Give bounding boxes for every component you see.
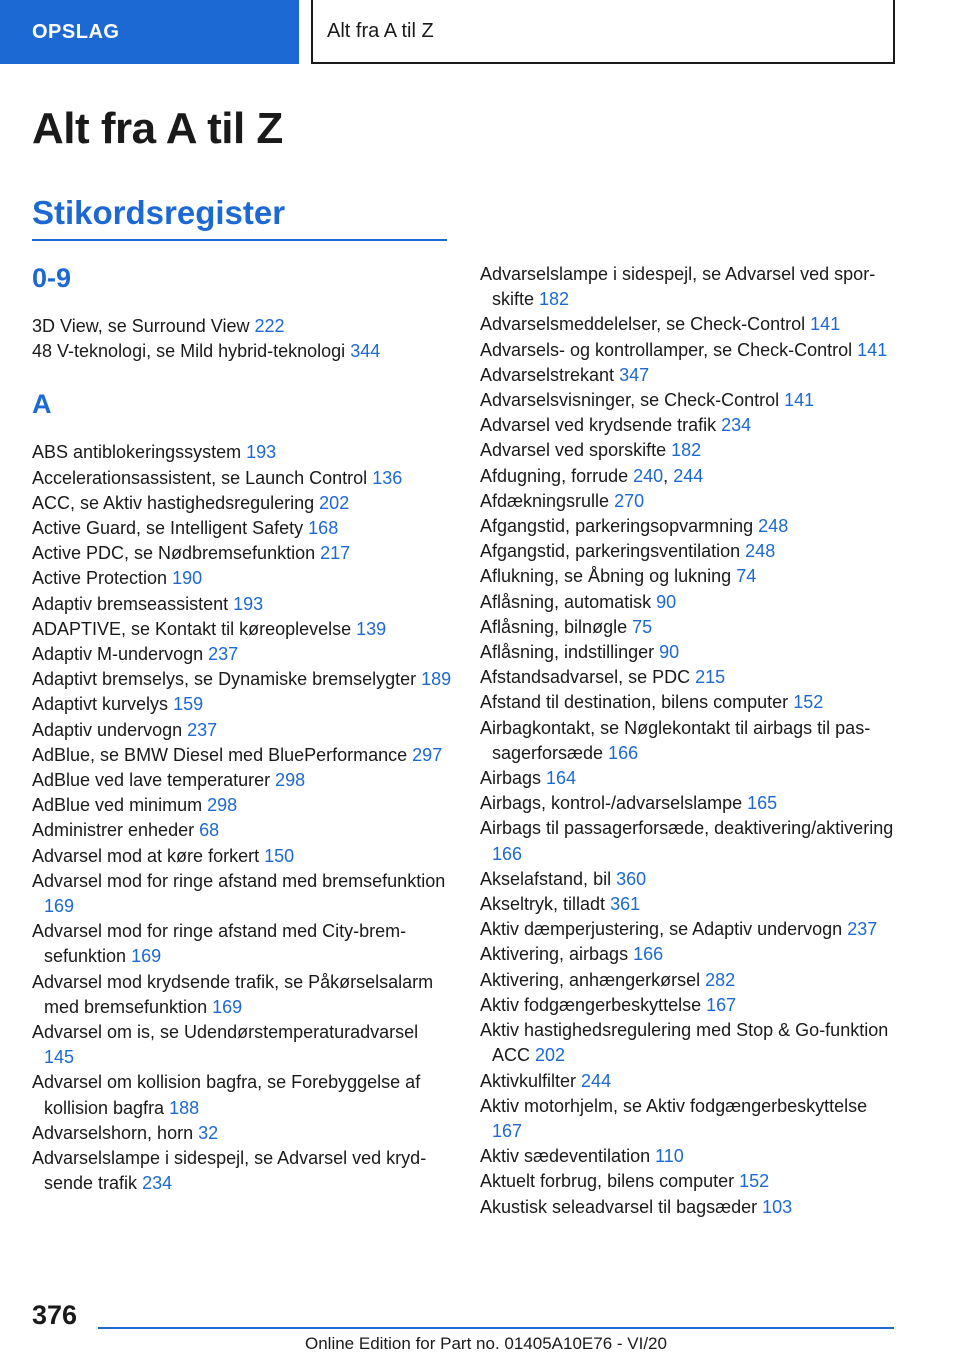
index-entry: [480, 816, 900, 866]
index-entry-text: 48 V-teknologi, se Mild hybrid-teknologi: [32, 341, 346, 362]
index-entry-text: Adaptiv undervogn: [32, 719, 183, 740]
index-entry-text: Adaptiv bremseassistent: [32, 593, 229, 614]
page-reference-link[interactable]: 141: [810, 314, 841, 335]
section-divider: [32, 239, 447, 241]
page-reference-link[interactable]: 167: [706, 994, 737, 1015]
index-entry-text: Aktiv sædeventilation: [480, 1146, 651, 1167]
index-entry: [480, 1144, 900, 1169]
page-reference-link[interactable]: 68: [199, 820, 220, 841]
page-reference-link[interactable]: 347: [619, 364, 650, 385]
index-entry: [32, 440, 452, 465]
index-entry-text: Active Protection: [32, 568, 168, 589]
page-reference-link[interactable]: 74: [736, 566, 757, 587]
index-entry: [480, 892, 900, 917]
index-entry: [32, 566, 452, 591]
page-reference-link[interactable]: 159: [173, 694, 204, 715]
index-entry-text: Afdugning, forrude: [480, 465, 629, 486]
page-reference-link[interactable]: 169: [212, 996, 243, 1017]
index-entry-text: Advarsel mod at køre forkert: [32, 845, 260, 866]
index-entry-text: Advarsel mod krydsende trafik, se Påkørselsalarm med bremsefunktion: [32, 971, 434, 1017]
index-entry-text: Advarselstrekant: [480, 364, 615, 385]
index-entry-text: Advarsel om kollision bagfra, se Forebyggelse af kollision bagfra: [32, 1072, 421, 1118]
index-entry: [480, 489, 900, 514]
index-entry-text: Afgangstid, parkeringsopvarmning: [480, 516, 754, 537]
page-reference-link[interactable]: 145: [44, 1047, 75, 1068]
page-reference-link[interactable]: 141: [784, 390, 815, 411]
index-entry-text: Adaptivt bremselys, se Dynamiske bremselygter: [32, 669, 417, 690]
page-reference-link[interactable]: 166: [608, 742, 639, 763]
index-entry: [32, 1020, 452, 1070]
index-entry-text: Aflåsning, automatisk: [480, 591, 652, 612]
page-reference-link[interactable]: 166: [492, 843, 523, 864]
index-entry: [480, 590, 900, 615]
page-reference-link[interactable]: 90: [659, 642, 680, 663]
page-reference-link[interactable]: 244: [673, 465, 704, 486]
page-reference-link[interactable]: 139: [356, 618, 387, 639]
index-entry-text: Airbags, kontrol-/advarselslampe: [480, 793, 743, 814]
page-reference-link[interactable]: 169: [131, 946, 162, 967]
index-entry-text: AdBlue, se BMW Diesel med BluePerformance: [32, 744, 408, 765]
index-entry-text: Advarsel mod for ringe afstand med City-bremsefunktion: [32, 921, 407, 967]
index-entry-text: Aktiv hastighedsregulering med Stop & Go-funktion ACC: [480, 1020, 889, 1066]
page-reference-link[interactable]: 248: [745, 541, 776, 562]
page-reference-link[interactable]: 182: [539, 289, 570, 310]
index-entry-text: Advarsel ved sporskifte: [480, 440, 667, 461]
index-entry: [32, 541, 452, 566]
index-entry: [32, 466, 452, 491]
page-reference-link[interactable]: 165: [747, 793, 778, 814]
page-reference-link[interactable]: 202: [535, 1045, 566, 1066]
page-reference-link[interactable]: 193: [233, 593, 264, 614]
page-reference-link[interactable]: 190: [172, 568, 203, 589]
index-entry: [480, 338, 900, 363]
index-entry: [480, 942, 900, 967]
index-entry: [480, 539, 900, 564]
page-reference-link[interactable]: 152: [793, 692, 824, 713]
page-reference-link[interactable]: 270: [614, 490, 645, 511]
page-reference-link[interactable]: 222: [254, 316, 285, 336]
chapter-header: Alt fra A til Z: [311, 0, 895, 64]
page-reference-link[interactable]: 202: [319, 492, 350, 513]
page-reference-link[interactable]: 240: [633, 465, 664, 486]
index-entry: [32, 692, 452, 717]
index-entry-text: Advarselsvisninger, se Check-Control: [480, 390, 780, 411]
index-entry: [32, 818, 452, 843]
page-reference-link[interactable]: 152: [739, 1171, 770, 1192]
index-entry: [32, 1146, 452, 1196]
index-entry: [32, 617, 452, 642]
index-entry: [32, 592, 452, 617]
section-title: Stikordsregister: [32, 194, 286, 231]
index-entry-text: Advarsel mod for ringe afstand med bremsefunktion: [32, 870, 446, 891]
index-entry: [480, 413, 900, 438]
index-entry: [480, 438, 900, 463]
page-title: Alt fra A til Z: [32, 104, 283, 153]
page-reference-link[interactable]: 189: [421, 669, 452, 690]
index-entry: [480, 1069, 900, 1094]
index-entry-text: Advarselshorn, horn: [32, 1122, 194, 1143]
index-entry-text: Advarsels- og kontrollamper, se Check-Control: [480, 339, 853, 360]
index-entry-text: Akustisk seleadvarsel til bagsæder: [480, 1196, 758, 1217]
index-entry: [480, 1094, 900, 1144]
index-entry: [32, 642, 452, 667]
index-entry: [480, 312, 900, 337]
page-reference-link[interactable]: 298: [275, 770, 306, 791]
index-entry: [32, 516, 452, 541]
index-entry: [480, 564, 900, 589]
index-entry: [32, 768, 452, 793]
page-reference-link[interactable]: 136: [372, 467, 403, 488]
index-letter-heading: 0-9: [32, 263, 72, 293]
index-entry-text: ACC, se Aktiv hastighedsregulering: [32, 492, 315, 513]
index-entry-text: Aktuelt forbrug, bilens computer: [480, 1171, 735, 1192]
index-entry: [480, 388, 900, 413]
index-entry: [480, 1018, 900, 1068]
index-entry: [480, 766, 900, 791]
page-reference-link[interactable]: 237: [208, 644, 239, 665]
index-entry-text: Adaptiv M-undervogn: [32, 644, 204, 665]
index-entry: [480, 690, 900, 715]
index-entry-text: Advarselslampe i sidespejl, se Advarsel ved sporskifte: [480, 264, 876, 310]
index-entry: [480, 867, 900, 892]
page-reference-link[interactable]: 234: [721, 415, 752, 436]
page-reference-link[interactable]: 75: [632, 616, 653, 637]
index-entry-text: Afdækningsrulle: [480, 490, 610, 511]
index-entry-text: AdBlue ved lave temperaturer: [32, 770, 271, 791]
index-entry: [480, 1195, 900, 1220]
index-entry: [32, 844, 452, 869]
index-entry: [32, 919, 452, 969]
index-entry: [32, 718, 452, 743]
page-reference-link[interactable]: 90: [656, 591, 677, 612]
index-entry-text: Aktivkulfilter: [480, 1070, 577, 1091]
index-entry-text: Aktiv dæmperjustering, se Adaptiv undervogn: [480, 919, 843, 940]
index-entry-text: Airbagkontakt, se Nøglekontakt til airbags til passagerforsæde: [480, 717, 871, 763]
index-entry: [480, 665, 900, 690]
index-entry-text: Advarselslampe i sidespejl, se Advarsel ved krydsende trafik: [32, 1148, 427, 1194]
index-entry: [480, 262, 900, 312]
index-entry-text: Active Guard, se Intelligent Safety: [32, 518, 304, 539]
index-entry-text: Advarselsmeddelelser, se Check-Control: [480, 314, 806, 335]
index-entry: [480, 993, 900, 1018]
index-entry-text: Afstand til destination, bilens computer: [480, 692, 789, 713]
index-entry: [32, 491, 452, 516]
index-entry-text: Aktivering, airbags: [480, 944, 629, 965]
page-reference-link[interactable]: 282: [705, 969, 736, 990]
page-reference-link[interactable]: 167: [492, 1120, 523, 1141]
page-reference-link[interactable]: 164: [546, 768, 577, 789]
index-entry: [480, 917, 900, 942]
page-reference-link[interactable]: 237: [847, 919, 878, 940]
index-entry-text: Aktivering, anhængerkørsel: [480, 969, 701, 990]
index-entry: [32, 1070, 452, 1120]
index-entry-text: Aktiv fodgængerbeskyttelse: [480, 994, 702, 1015]
index-entry-text: Afstandsadvarsel, se PDC: [480, 667, 691, 688]
index-entry-text: Afgangstid, parkeringsventilation: [480, 541, 741, 562]
page-reference-link[interactable]: 103: [762, 1196, 793, 1217]
page-reference-link[interactable]: 298: [207, 795, 238, 816]
page-reference-link[interactable]: 188: [169, 1097, 200, 1118]
page-reference-link[interactable]: 215: [695, 667, 726, 688]
index-column-left: [32, 262, 452, 1197]
index-entry: [32, 793, 452, 818]
page-reference-link[interactable]: 141: [857, 339, 888, 360]
index-entry-text: Administrer enheder: [32, 820, 195, 841]
page-reference-link[interactable]: 168: [308, 518, 339, 539]
index-entry: [32, 869, 452, 919]
page-reference-link[interactable]: 248: [758, 516, 789, 537]
index-entry-text: ABS antiblokeringssystem: [32, 442, 242, 463]
page-reference-link[interactable]: 360: [616, 868, 647, 889]
index-entry: [32, 314, 452, 339]
index-entry-text: Akselafstand, bil: [480, 868, 612, 889]
index-entry-text: Aflåsning, indstillinger: [480, 642, 655, 663]
index-entry-text: Airbags: [480, 768, 542, 789]
index-entry: [480, 716, 900, 766]
index-letter-heading: A: [32, 389, 52, 420]
index-entry: [480, 1169, 900, 1194]
page-reference-link[interactable]: 150: [264, 845, 295, 866]
footer-divider: [98, 1327, 894, 1329]
index-entry-text: Aktiv motorhjelm, se Aktiv fodgængerbeskyttelse: [480, 1095, 868, 1116]
index-entry: [32, 1121, 452, 1146]
page-reference-link[interactable]: 217: [320, 543, 351, 564]
page-reference-link[interactable]: 193: [246, 442, 277, 463]
index-entry-text: Akseltryk, tilladt: [480, 894, 606, 915]
index-entry-text: Active PDC, se Nødbremsefunktion: [32, 543, 316, 564]
chapter-tab[interactable]: OPSLAG: [0, 0, 299, 64]
page-reference-link[interactable]: 166: [633, 944, 664, 965]
index-entry-text: Advarsel ved krydsende trafik: [480, 415, 717, 436]
index-entry: [480, 615, 900, 640]
index-entry: [480, 791, 900, 816]
index-entry: [32, 743, 452, 768]
index-entry: [480, 968, 900, 993]
page-reference-link[interactable]: 297: [412, 744, 443, 765]
index-entry-text: Accelerationsassistent, se Launch Control: [32, 467, 368, 488]
index-entry: [480, 514, 900, 539]
page-reference-link[interactable]: 344: [350, 341, 381, 362]
index-entry-text: Advarsel om is, se Udendørstemperaturadvarsel: [32, 1022, 419, 1043]
page-reference-link[interactable]: 237: [187, 719, 218, 740]
edition-footer: Online Edition for Part no. 01405A10E76 - VI/20: [305, 1334, 667, 1353]
index-entry-text: Airbags til passagerforsæde, deaktivering/aktivering: [480, 818, 894, 839]
index-entry-text: ADAPTIVE, se Kontakt til køreoplevelse: [32, 618, 352, 639]
index-entry: Afdugning, forrude 240, 244: [480, 465, 704, 486]
page-number: 376: [32, 1300, 78, 1330]
page-reference-link[interactable]: 361: [610, 894, 641, 915]
index-entry: [32, 667, 452, 692]
index-entry-text: 3D View, se Surround View: [32, 316, 250, 336]
page-reference-link[interactable]: 32: [198, 1122, 219, 1143]
index-entry: [32, 970, 452, 1020]
index-entry: [480, 640, 900, 665]
page-reference-link[interactable]: 234: [142, 1173, 173, 1194]
index-entry-text: Aflåsning, bilnøgle: [480, 616, 628, 637]
page-reference-link[interactable]: 182: [671, 440, 702, 461]
index-entry-text: Aflukning, se Åbning og lukning: [480, 566, 732, 587]
page-reference-link[interactable]: 244: [581, 1070, 612, 1091]
index-entry: [32, 339, 452, 364]
page-reference-link[interactable]: 110: [655, 1146, 684, 1167]
page-reference-link[interactable]: 169: [44, 896, 75, 917]
index-entry: [480, 363, 900, 388]
index-entry-text: AdBlue ved minimum: [32, 795, 203, 816]
index-column-right: [480, 262, 900, 1220]
index-entry-text: Adaptivt kurvelys: [32, 694, 169, 715]
